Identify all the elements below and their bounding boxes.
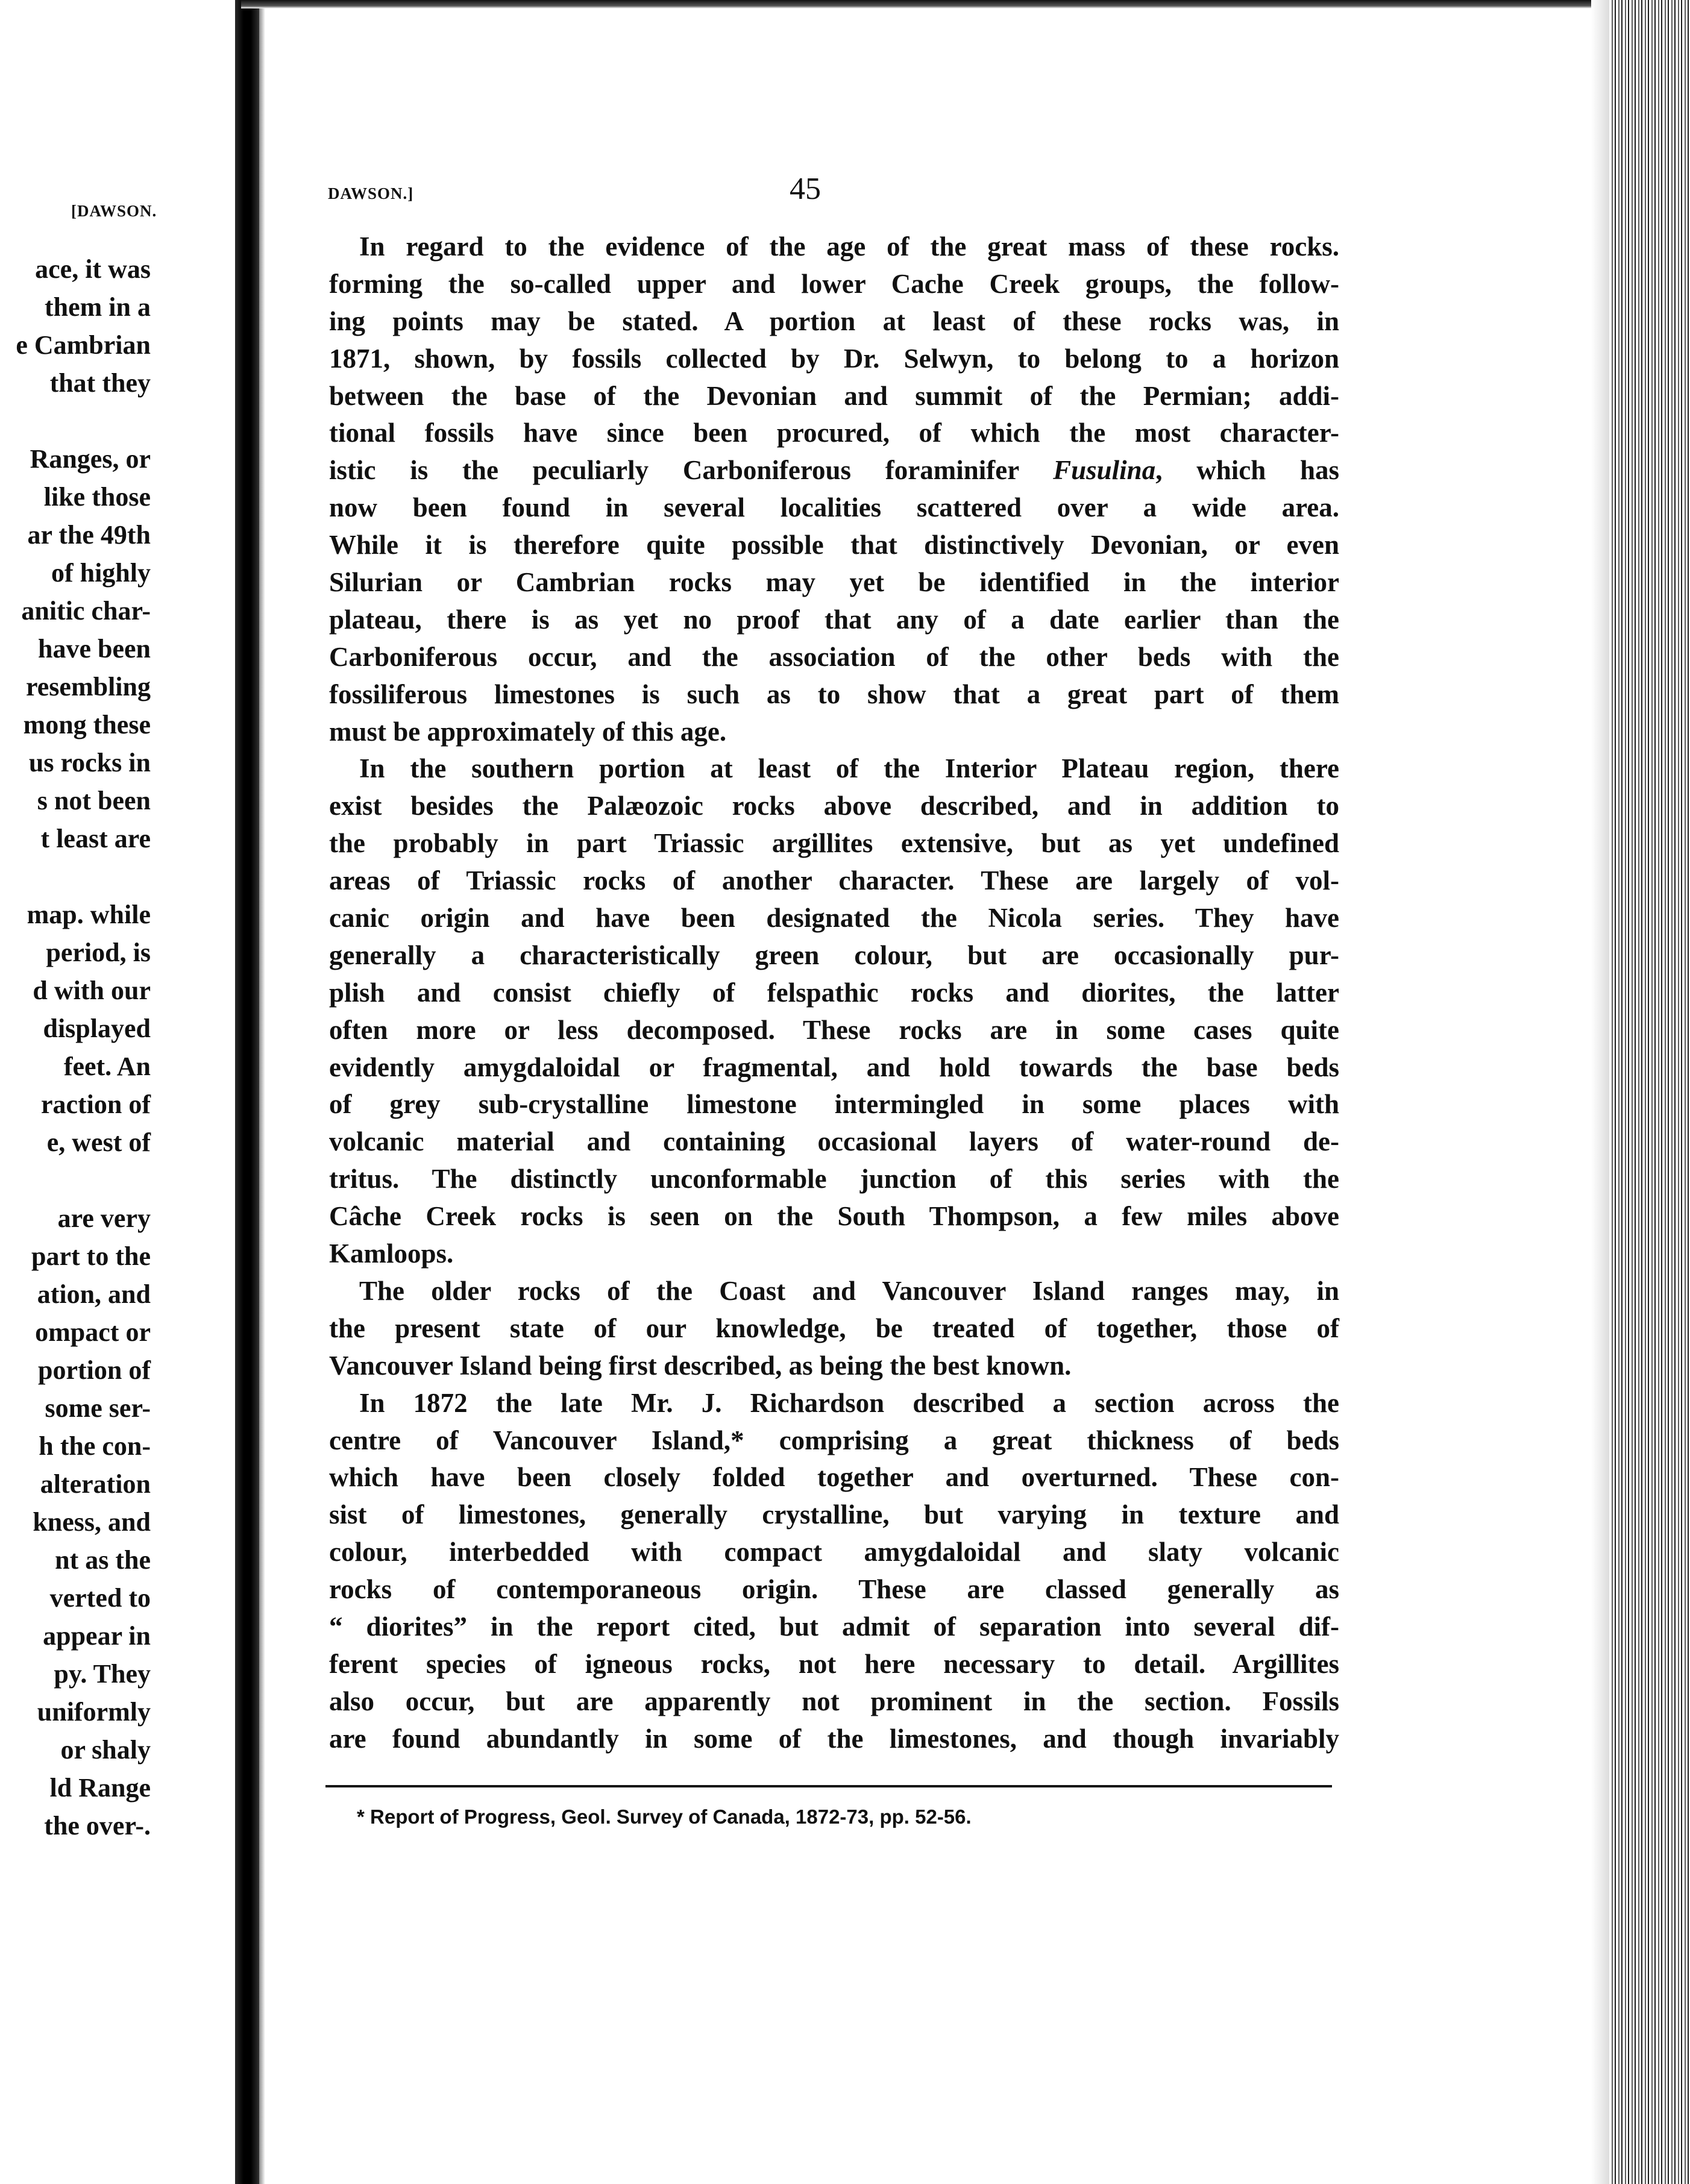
left-page-line: appear in <box>43 1621 151 1651</box>
left-facing-page <box>0 0 241 2184</box>
left-page-line: py. They <box>54 1659 151 1689</box>
text-line: the present state of our knowledge, be treated of together, those of <box>329 1313 1339 1343</box>
right-page-leaves <box>1609 0 1690 2184</box>
left-page-line: s not been <box>37 786 151 815</box>
left-page-line: e Cambrian <box>16 330 151 360</box>
text-line: While it is therefore quite possible that distinctively Devonian, or even <box>329 530 1339 560</box>
left-page-line: ar the 49th <box>27 520 151 550</box>
left-page-line: like those <box>43 482 151 512</box>
left-page-line: us rocks in <box>28 748 151 777</box>
left-page-line: kness, and <box>33 1507 151 1537</box>
text-line: canic origin and have been designated the Nicola series. They have <box>329 903 1339 934</box>
left-page-line: mong these <box>23 710 151 739</box>
text-line: tritus. The distinctly unconformable junction of this series with the <box>329 1164 1339 1194</box>
page-number: 45 <box>790 172 821 206</box>
text-line: often more or less decomposed. These rocks are in some cases quite <box>329 1014 1339 1045</box>
text-line: exist besides the Palæozoic rocks above described, and in addition to <box>329 791 1339 821</box>
text-line: evidently amygdaloidal or fragmental, and hold towards the base beds <box>329 1052 1339 1082</box>
left-page-line: alteration <box>40 1469 151 1499</box>
text-line: Silurian or Cambrian rocks may yet be identified in the interior <box>329 567 1339 598</box>
text-line: forming the so-called upper and lower Cache Creek groups, the follow- <box>329 268 1339 299</box>
footnote-rule <box>325 1785 1332 1787</box>
left-page-line: of highly <box>51 558 151 588</box>
body-text <box>329 228 1339 1758</box>
left-page-line: ompact or <box>35 1317 151 1347</box>
text-line: rocks of contemporaneous origin. These are classed generally as <box>329 1574 1339 1605</box>
text-line: of grey sub-crystalline limestone intermingled in some places with <box>329 1089 1339 1120</box>
text-line: istic is the peculiarly Carboniferous foraminifer Fusulina, which has <box>329 455 1339 486</box>
left-page-line: t least are <box>40 824 151 853</box>
left-page-line: displayed <box>43 1014 151 1043</box>
text-line: ferent species of igneous rocks, not here necessary to detail. Argillites <box>329 1648 1339 1679</box>
left-page-line: uniformly <box>37 1697 151 1727</box>
text-line: ing points may be stated. A portion at least of these rocks was, in <box>329 306 1339 336</box>
left-page-line: period, is <box>46 938 151 967</box>
italic-genus-name: Fusulina <box>1053 455 1156 486</box>
left-page-line: part to the <box>31 1241 151 1271</box>
top-page-edge <box>241 0 1690 8</box>
left-page-line <box>0 858 151 896</box>
text-line: Câche Creek rocks is seen on the South Thompson, a few miles above <box>329 1201 1339 1232</box>
left-page-line: nt as the <box>55 1545 151 1575</box>
text-line: generally a characteristically green colour, but are occasionally pur- <box>329 940 1339 970</box>
left-page-line: the over-. <box>44 1811 151 1840</box>
text-line: which have been closely folded together and overturned. These con- <box>329 1462 1339 1493</box>
text-line: Kamloops. <box>329 1238 454 1269</box>
text-line: fossiliferous limestones is such as to show that a great part of them <box>329 679 1339 709</box>
left-page-line: them in a <box>45 292 151 322</box>
left-page-line <box>0 1161 151 1199</box>
text-line: the probably in part Triassic argillites extensive, but as yet undefined <box>329 828 1339 859</box>
text-line: “ diorites” in the report cited, but admit of separation into several dif- <box>329 1611 1339 1642</box>
book-page <box>265 8 1591 2184</box>
text-line: In 1872 the late Mr. J. Richardson described a section across the <box>359 1387 1339 1418</box>
left-page-line: anitic char- <box>21 596 151 626</box>
left-page-line: have been <box>38 634 151 664</box>
left-page-line: verted to <box>49 1583 151 1613</box>
left-page-line: raction of <box>40 1090 151 1119</box>
text-line: now been found in several localities scattered over a wide area. <box>329 492 1339 523</box>
footnote: * Report of Progress, Geol. Survey of Canada, 1872-73, pp. 52-56. <box>357 1806 972 1828</box>
text-line: plish and consist chiefly of felspathic rocks and diorites, the latter <box>329 977 1339 1008</box>
left-page-line: are very <box>57 1203 151 1233</box>
left-page-line: some ser- <box>45 1393 151 1423</box>
left-page-line: ld Range <box>49 1773 151 1803</box>
text-line: In regard to the evidence of the age of the great mass of these rocks. <box>359 231 1339 262</box>
running-head: DAWSON.] <box>328 184 414 202</box>
gutter-shadow <box>259 0 265 2184</box>
text-line: Vancouver Island being first described, as being the best known. <box>329 1350 1072 1381</box>
left-page-line: feet. An <box>63 1052 151 1081</box>
text-line: also occur, but are apparently not prominent in the section. Fossils <box>329 1686 1339 1716</box>
book-gutter <box>235 0 259 2184</box>
text-line: between the base of the Devonian and summit of the Permian; addi- <box>329 380 1339 411</box>
left-page-line: map. while <box>27 900 151 929</box>
left-page-line: ation, and <box>37 1279 151 1309</box>
left-page-line: portion of <box>38 1355 151 1385</box>
left-page-line: or shaly <box>60 1735 151 1765</box>
text-line: are found abundantly in some of the limestones, and though invariably <box>329 1723 1339 1754</box>
left-page-running-head: [DAWSON. <box>71 202 157 220</box>
left-page-line: e, west of <box>46 1128 151 1157</box>
left-page-line: Ranges, or <box>30 444 151 474</box>
text-line: sist of limestones, generally crystalline, but varying in texture and <box>329 1499 1339 1530</box>
text-line: plateau, there is as yet no proof that any of a date earlier than the <box>329 604 1339 635</box>
left-page-line: h the con- <box>39 1431 151 1461</box>
text-line: must be approximately of this age. <box>329 716 727 747</box>
text-line: colour, interbedded with compact amygdaloidal and slaty volcanic <box>329 1537 1339 1567</box>
left-page-line: resembling <box>26 672 151 701</box>
text-line: 1871, shown, by fossils collected by Dr. Selwyn, to belong to a horizon <box>329 343 1339 374</box>
left-page-line: d with our <box>33 976 151 1005</box>
text-line: Carboniferous occur, and the association of the other beds with the <box>329 641 1339 672</box>
text-line: areas of Triassic rocks of another character. These are largely of vol- <box>329 865 1339 896</box>
text-line: tional fossils have since been procured, of which the most character- <box>329 418 1339 448</box>
left-page-line: that they <box>49 368 151 398</box>
text-line: The older rocks of the Coast and Vancouver Island ranges may, in <box>359 1275 1339 1306</box>
text-line: In the southern portion at least of the Interior Plateau region, there <box>359 753 1339 784</box>
left-page-line: ace, it was <box>35 254 151 284</box>
text-line: volcanic material and containing occasional layers of water-round de- <box>329 1126 1339 1157</box>
left-page-text <box>0 250 151 1845</box>
left-page-line <box>0 402 151 440</box>
text-line: centre of Vancouver Island,* comprising a great thickness of beds <box>329 1425 1339 1455</box>
